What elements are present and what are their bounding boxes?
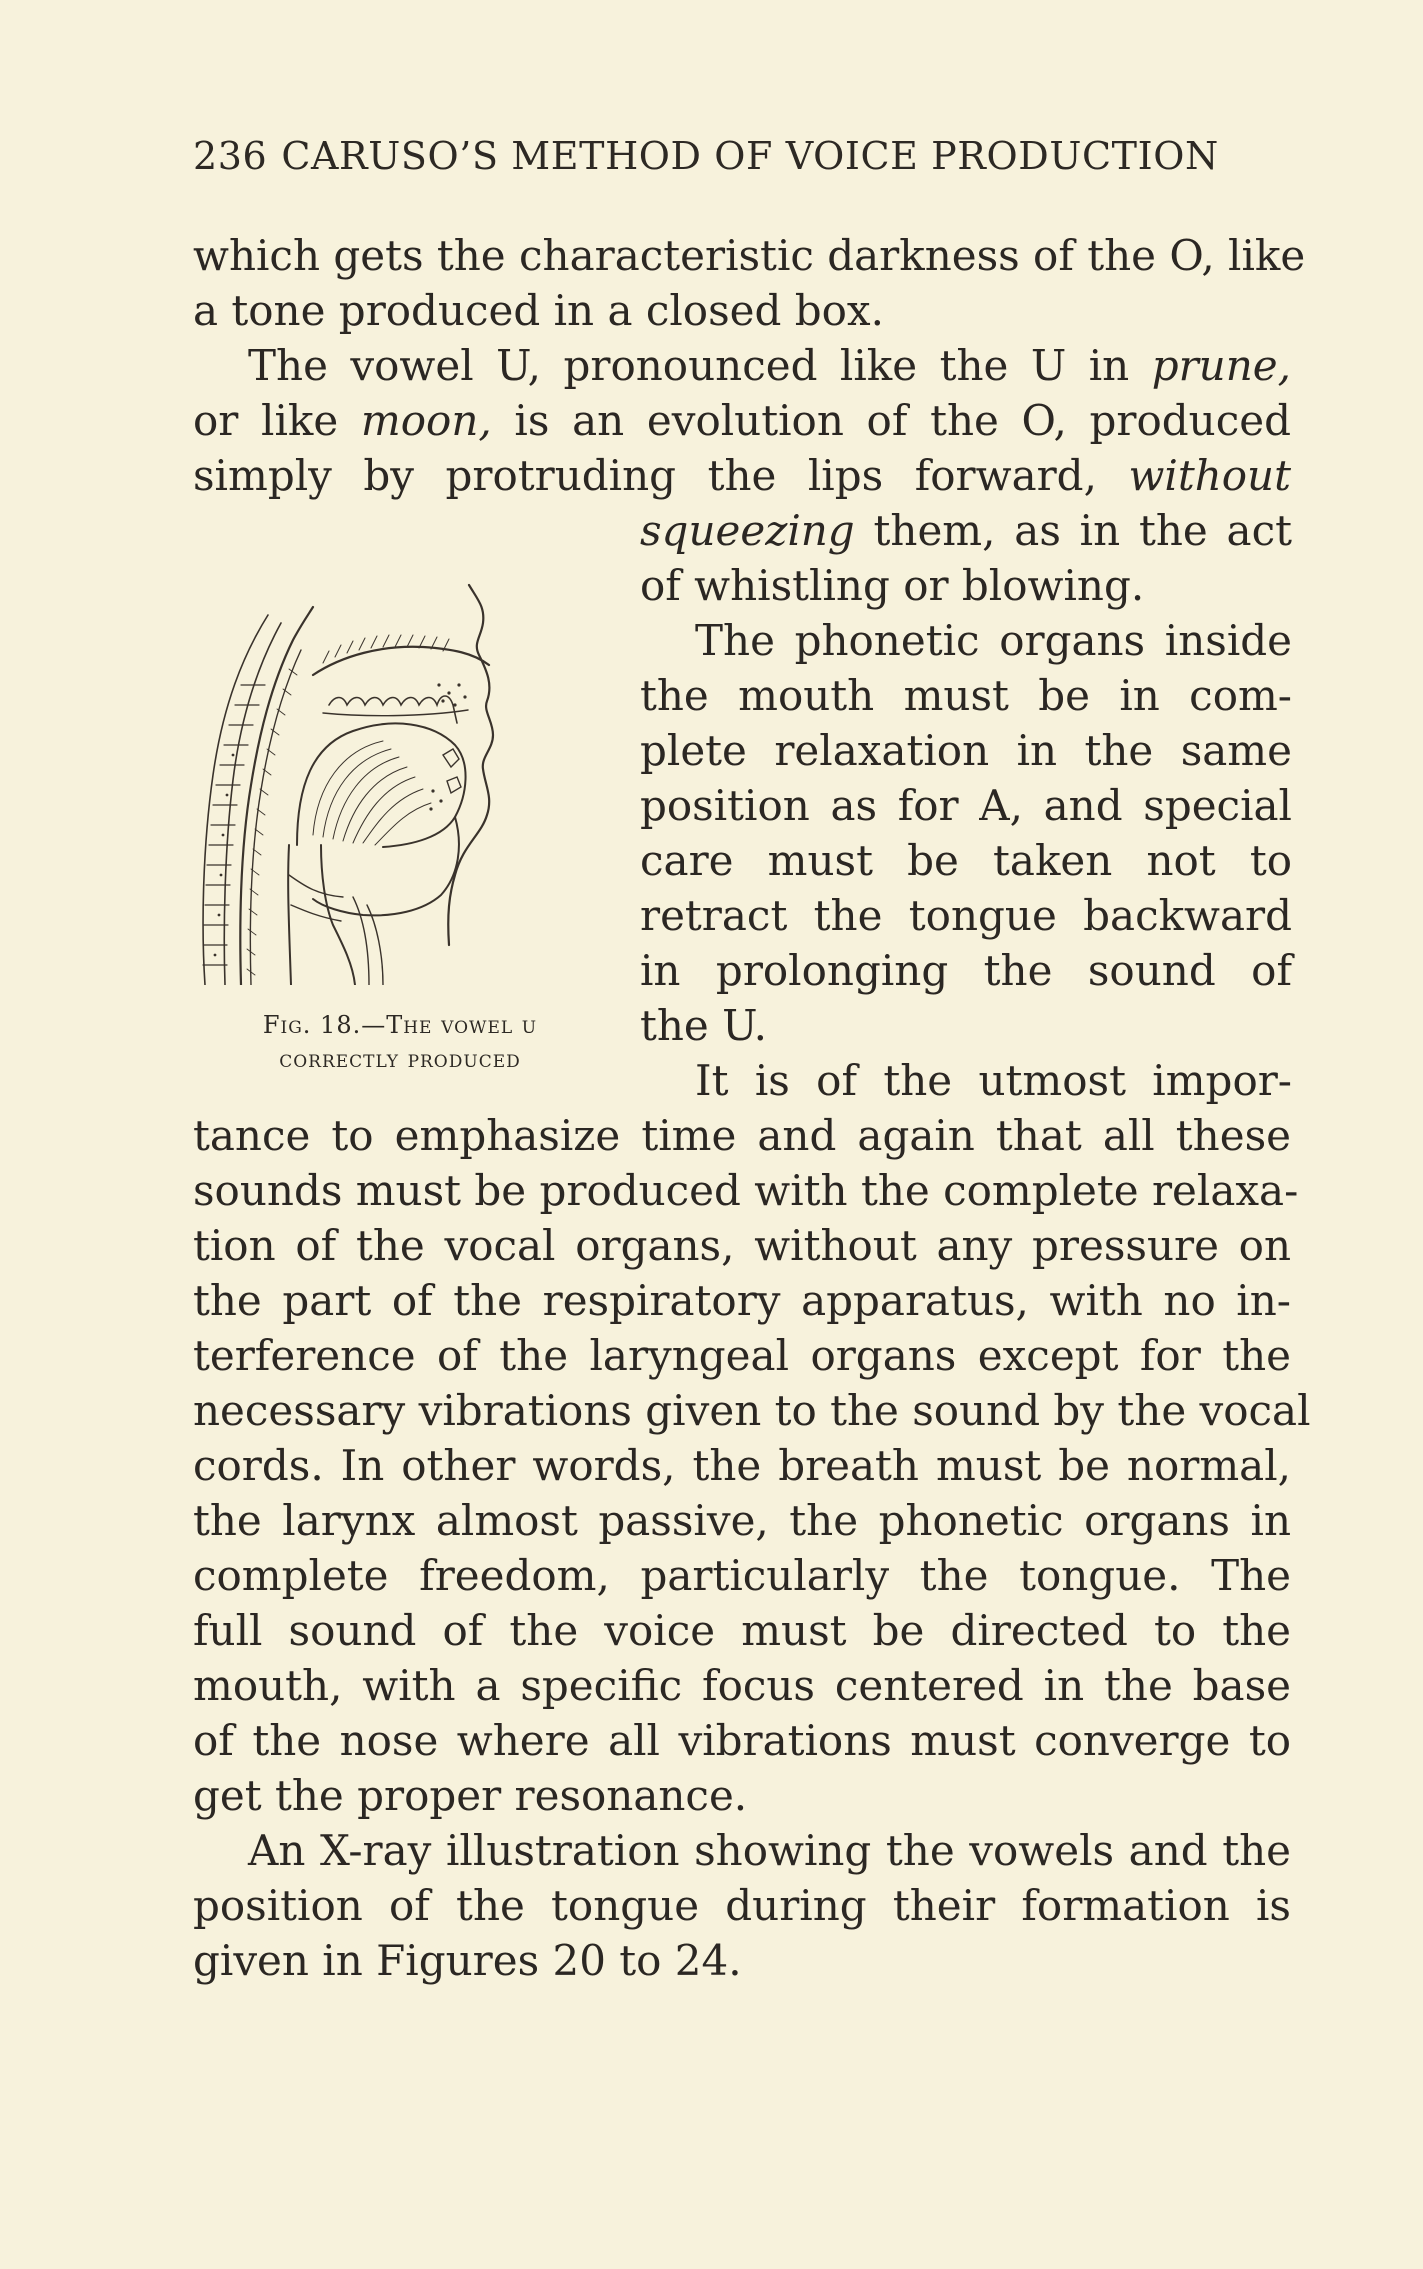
running-head xyxy=(193,134,1273,178)
text-line: position as for A, and special xyxy=(640,781,1292,830)
text-line: An X-ray illustration showing the vowels and the xyxy=(248,1826,1291,1875)
text-line: get the proper resonance. xyxy=(193,1771,748,1820)
text-line: full sound of the voice must be directed to the xyxy=(193,1606,1291,1655)
text-line: The vowel U, pronounced like the U in prune, xyxy=(248,341,1291,390)
text-line: or like moon, is an evolution of the O, produced xyxy=(193,396,1291,445)
figure-caption xyxy=(205,1008,595,1076)
vocal-tract-illustration xyxy=(193,545,593,985)
text-line: sounds must be produced with the complete relaxa- xyxy=(193,1166,1299,1215)
text-line: necessary vibrations given to the sound by the vocal xyxy=(193,1386,1311,1435)
text-line: plete relaxation in the same xyxy=(640,726,1292,775)
page-number: 236 xyxy=(193,134,268,178)
text-line: retract the tongue backward xyxy=(640,891,1292,940)
text-line: in prolonging the sound of xyxy=(640,946,1292,995)
text-line: It is of the utmost impor- xyxy=(695,1056,1292,1105)
text-line: mouth, with a specific focus centered in the base xyxy=(193,1661,1291,1710)
text-line: complete freedom, particularly the tongue. The xyxy=(193,1551,1291,1600)
text-line: tance to emphasize time and again that all these xyxy=(193,1111,1291,1160)
text-line: of the nose where all vibrations must converge to xyxy=(193,1716,1291,1765)
tongue xyxy=(297,723,466,847)
tongue-muscle-fibers xyxy=(313,741,431,845)
text-line: a tone produced in a closed box. xyxy=(193,286,884,335)
stipple-dots xyxy=(214,683,467,956)
text-line: the U. xyxy=(640,1001,768,1050)
text-line: care must be taken not to xyxy=(640,836,1292,885)
text-line: the mouth must be in com- xyxy=(640,671,1292,720)
text-line: of whistling or blowing. xyxy=(640,561,1145,610)
text-line: the part of the respiratory apparatus, with no in- xyxy=(193,1276,1291,1325)
hard-palate xyxy=(313,647,489,675)
figure-caption-line: Fig. 18.—The vowel u xyxy=(262,1011,538,1039)
text-line: the larynx almost passive, the phonetic organs in xyxy=(193,1496,1291,1545)
lips-profile xyxy=(448,585,493,945)
text-line: given in Figures 20 to 24. xyxy=(193,1936,742,1985)
spine-vertebrae xyxy=(203,615,281,985)
text-line: position of the tongue during their formation is xyxy=(193,1881,1291,1930)
text-line: squeezing them, as in the act xyxy=(640,506,1292,555)
text-line: simply by protruding the lips forward, without xyxy=(193,451,1291,500)
upper-teeth xyxy=(329,696,457,723)
figure-caption-line: correctly produced xyxy=(279,1045,521,1073)
larynx xyxy=(288,845,291,985)
running-title: CARUSO’S METHOD OF VOICE PRODUCTION xyxy=(281,134,1219,178)
text-line: which gets the characteristic darkness of the O, like xyxy=(193,231,1306,280)
text-line: terference of the laryngeal organs except for the xyxy=(193,1331,1291,1380)
text-line: tion of the vocal organs, without any pressure on xyxy=(193,1221,1291,1270)
text-line: The phonetic organs inside xyxy=(695,616,1292,665)
text-line: cords. In other words, the breath must be normal, xyxy=(193,1441,1291,1490)
